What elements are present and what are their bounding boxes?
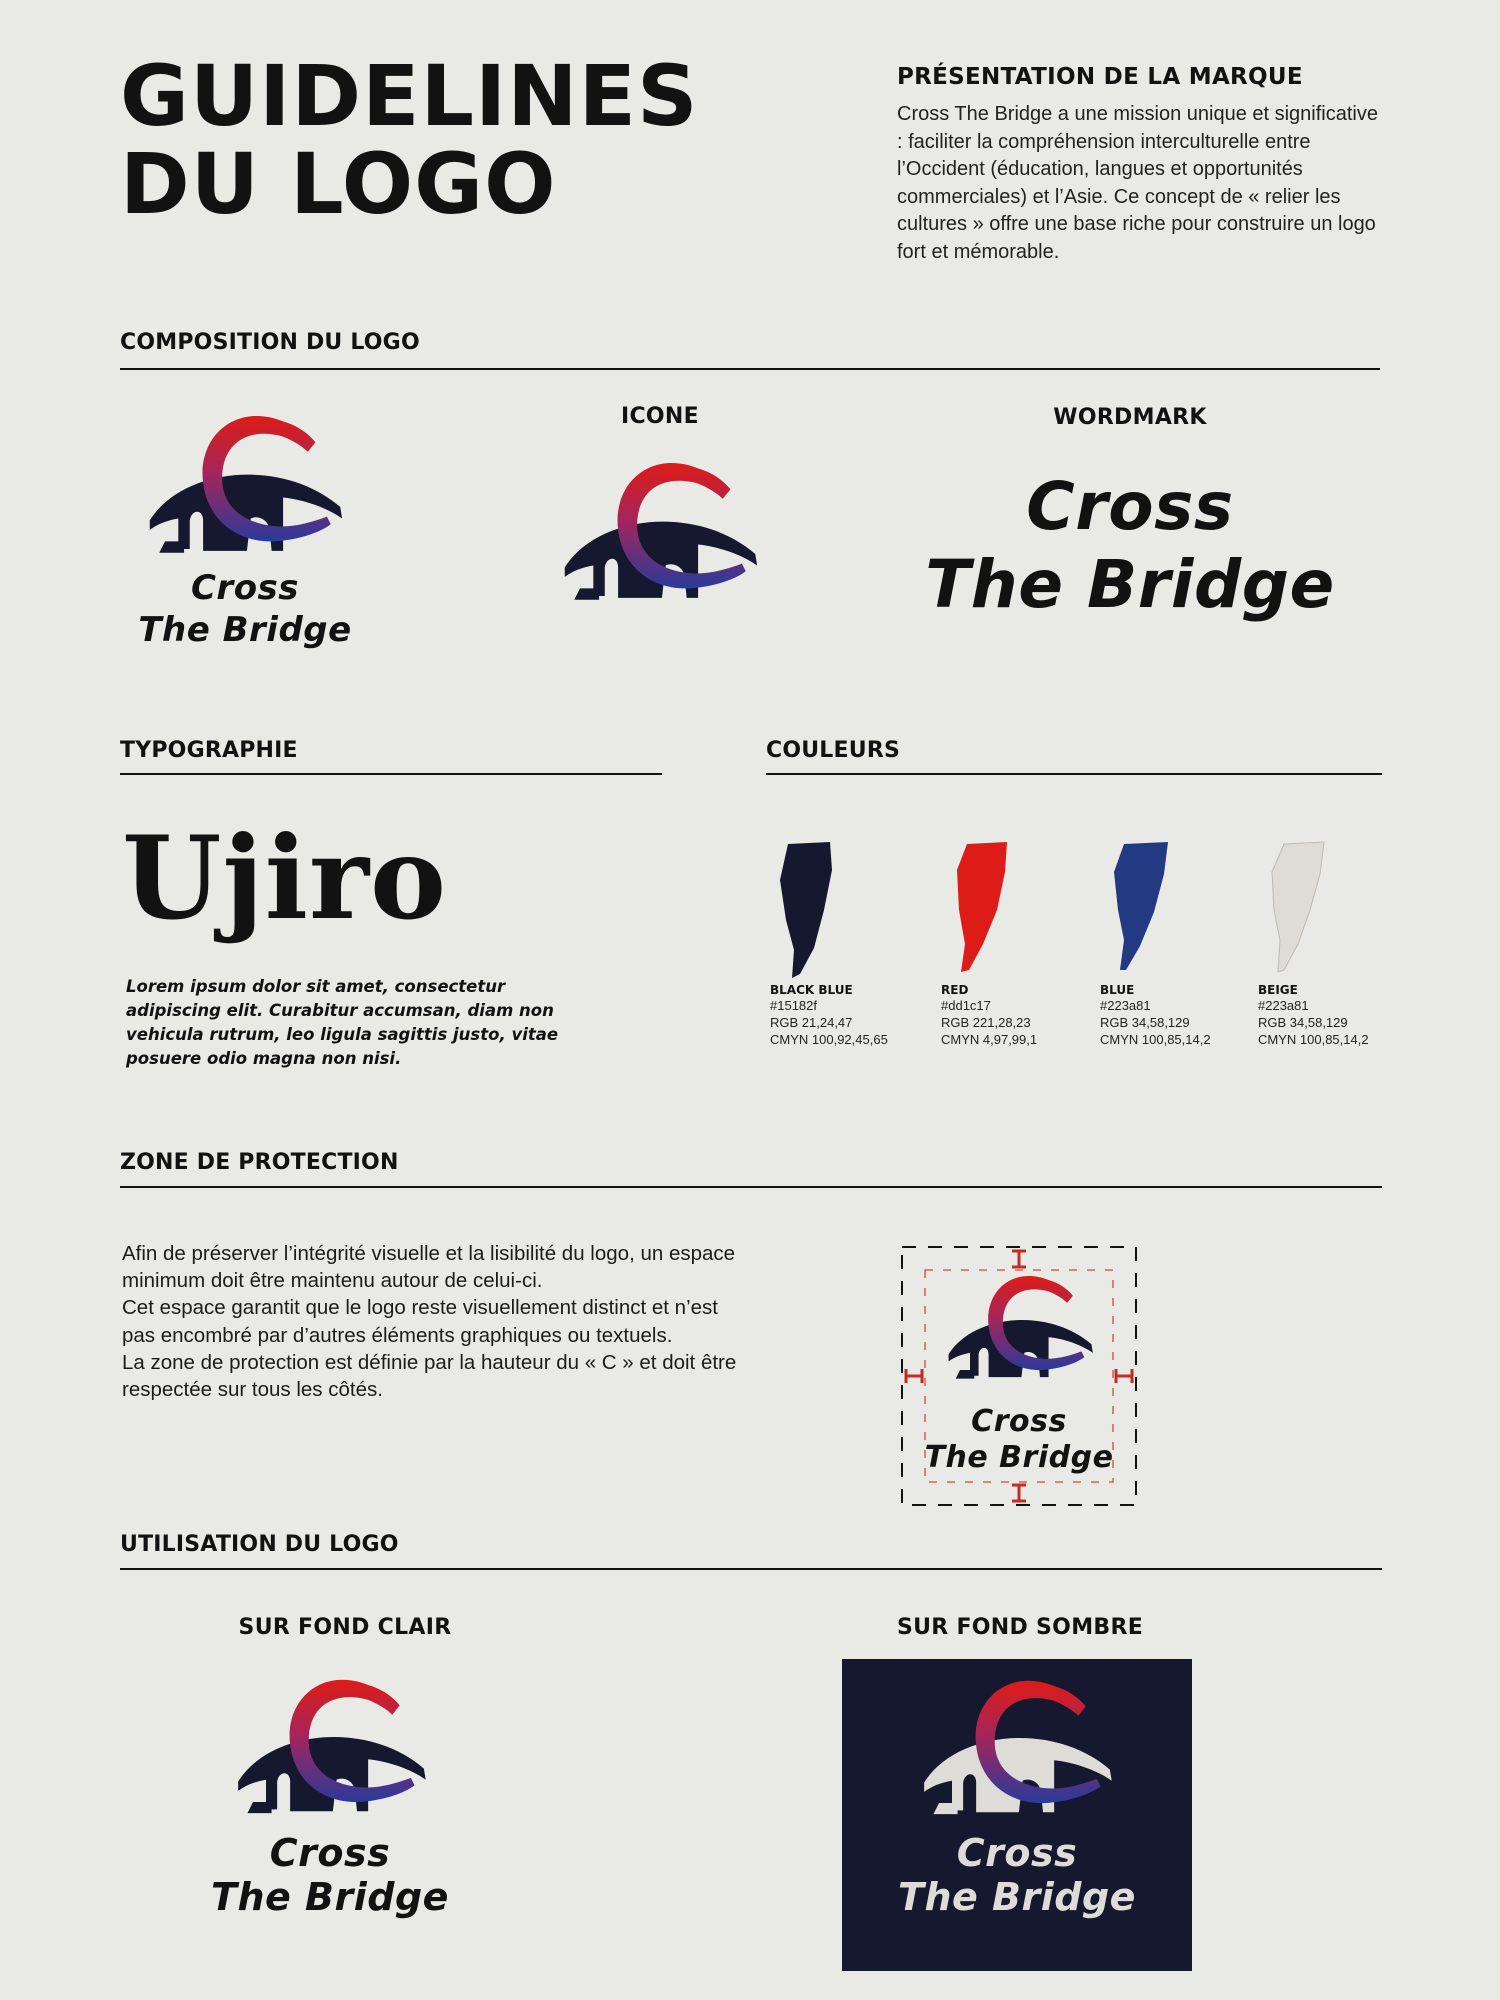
protection-logo-line2: The Bridge — [924, 1440, 1114, 1475]
presentation-title: PRÉSENTATION DE LA MARQUE — [897, 64, 1303, 90]
protection-diagram — [900, 1245, 1138, 1507]
swatch-blue — [1100, 840, 1211, 1048]
swatch-brush — [941, 840, 1011, 980]
bridge-icon — [540, 455, 780, 655]
page-title: GUIDELINES DU LOGO — [120, 47, 699, 233]
wordmark-line1: Cross — [1026, 468, 1234, 545]
protection-paragraph: Afin de préserver l’intégrité visuelle et la lisibilité du logo, un espace minimum doit être maintenu autour de celui-ci. — [122, 1242, 736, 1293]
swatch-rgb: RGB 221,28,23 — [941, 1015, 1031, 1030]
protection-text — [122, 1240, 742, 1403]
composition-title: COMPOSITION DU LOGO — [120, 330, 420, 355]
light-bg-label: SUR FOND CLAIR — [238, 1615, 452, 1640]
swatch-brush — [1258, 840, 1328, 980]
swatch-hex: #15182f — [770, 998, 817, 1013]
colors-title: COULEURS — [766, 738, 901, 763]
font-name: Ujiro — [122, 811, 448, 945]
swatch-brush — [770, 840, 840, 980]
swatch-name: BEIGE — [1258, 983, 1298, 997]
dark-background-panel — [842, 1659, 1192, 1971]
protection-title: ZONE DE PROTECTION — [120, 1150, 399, 1175]
swatch-black-blue — [770, 840, 888, 1048]
font-sample: Lorem ipsum dolor sit amet, consectetur adipiscing elit. Curabitur accumsan, diam non vehicula rutrum, leo ligula sagittis justo, vitae posuere odio magna non nisi. — [126, 977, 559, 1068]
swatch-name: BLUE — [1100, 983, 1135, 997]
wordmark-line2: The Bridge — [925, 546, 1335, 623]
swatch-name: RED — [941, 983, 969, 997]
usage-title: UTILISATION DU LOGO — [120, 1532, 399, 1557]
swatch-name: BLACK BLUE — [770, 983, 853, 997]
protection-paragraph: La zone de protection est définie par la hauteur du « C » et doit être respectée sur tous les côtés. — [122, 1350, 737, 1402]
light-logo-line2: The Bridge — [211, 1875, 449, 1919]
swatch-hex: #223a81 — [1100, 998, 1151, 1013]
swatch-brush — [1100, 840, 1170, 980]
swatch-cmyn: CMYN 100,85,14,2 — [1100, 1032, 1211, 1047]
colors-divider — [766, 773, 1382, 775]
icon-logo — [540, 455, 780, 660]
composition-divider — [120, 368, 1380, 370]
swatch-cmyn: CMYN 100,85,14,2 — [1258, 1032, 1369, 1047]
swatch-rgb: RGB 34,58,129 — [1258, 1015, 1348, 1030]
bridge-icon — [930, 1270, 1110, 1420]
swatch-hex: #223a81 — [1258, 998, 1309, 1013]
full-logo-line1: Cross — [190, 568, 300, 608]
typography-title: TYPOGRAPHIE — [120, 738, 298, 763]
swatch-beige — [1258, 840, 1369, 1048]
dark-bg-label: SUR FOND SOMBRE — [896, 1615, 1144, 1640]
swatch-rgb: RGB 34,58,129 — [1100, 1015, 1190, 1030]
swatch-hex: #dd1c17 — [941, 998, 991, 1013]
protection-logo-line1: Cross — [971, 1404, 1067, 1439]
dark-logo-line1: Cross — [956, 1831, 1078, 1875]
protection-divider — [120, 1186, 1382, 1188]
typography-divider — [120, 773, 662, 775]
swatch-cmyn: CMYN 4,97,99,1 — [941, 1032, 1038, 1047]
dark-logo-line2: The Bridge — [898, 1875, 1136, 1919]
light-logo-line1: Cross — [269, 1831, 391, 1875]
swatch-rgb: RGB 21,24,47 — [770, 1015, 853, 1030]
icon-label: ICONE — [621, 404, 699, 429]
wordmark-label: WORDMARK — [1053, 405, 1207, 430]
swatch-cmyn: CMYN 100,92,45,65 — [770, 1032, 888, 1047]
full-logo-line2: The Bridge — [138, 610, 352, 650]
swatch-red — [941, 840, 1037, 1048]
usage-divider — [120, 1568, 1382, 1570]
presentation-text: Cross The Bridge a une mission unique et significative : faciliter la compréhension interculturelle entre l’Occident (éducation, langues et opportunités commerciales) et l’Asie. Ce concept de « relier les cultures » offre une base riche pour construire un logo fort et mémorable. — [897, 103, 1378, 263]
protection-paragraph: Cet espace garantit que le logo reste visuellement distinct et n’est pas encombré par d’autres éléments graphiques ou textuels. — [122, 1296, 718, 1347]
